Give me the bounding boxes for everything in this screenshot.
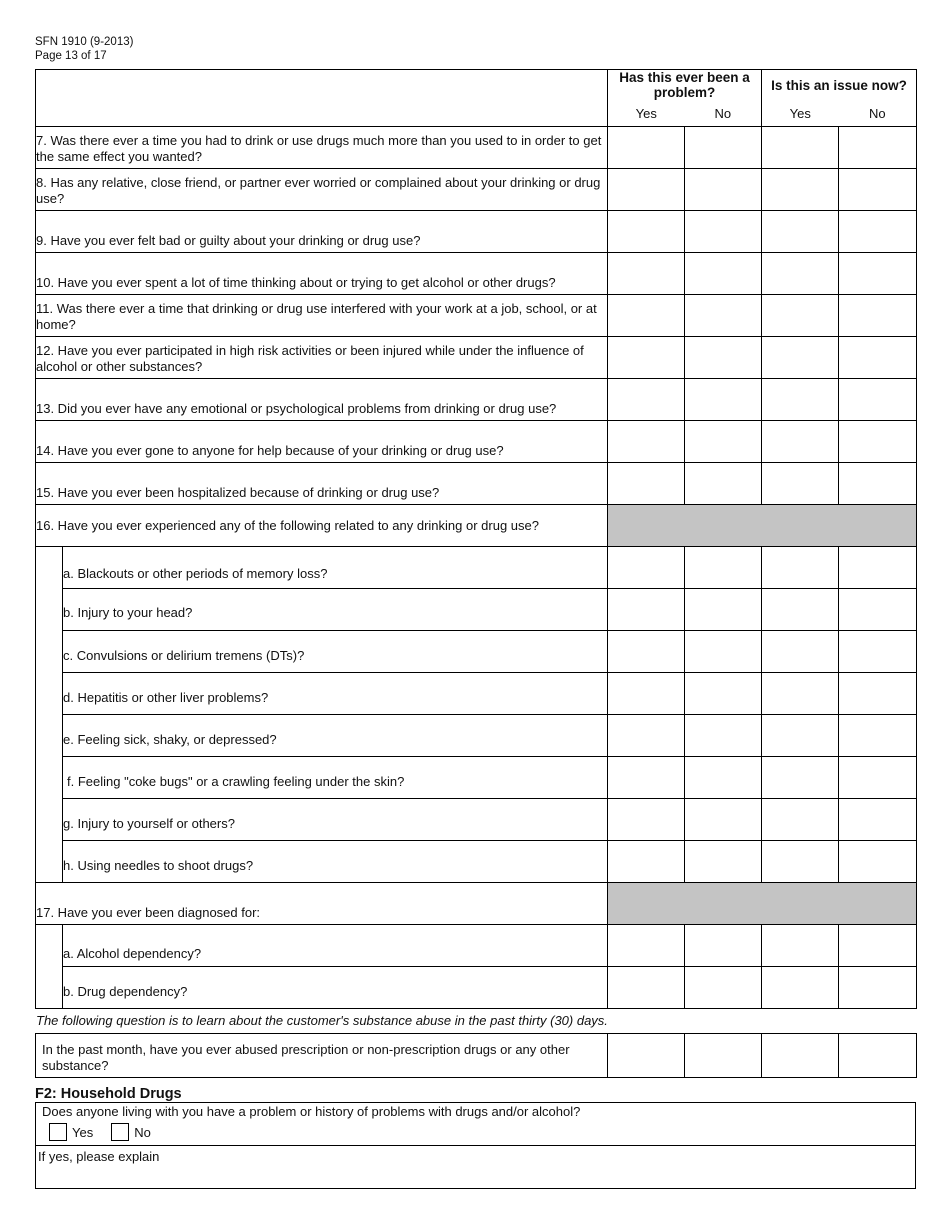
answer-cell-ever-no[interactable] bbox=[685, 841, 762, 883]
answer-cell-now-yes[interactable] bbox=[762, 631, 839, 673]
form-number: SFN 1910 (9-2013) bbox=[35, 36, 134, 48]
page-number: Page 13 of 17 bbox=[35, 50, 107, 62]
divider bbox=[36, 1145, 915, 1146]
question-text: 14. Have you ever gone to anyone for help because of your drinking or drug use? bbox=[36, 421, 608, 463]
answer-cell-ever-no[interactable] bbox=[685, 631, 762, 673]
answer-cell-ever-no[interactable] bbox=[685, 1034, 762, 1078]
question-row-16 bbox=[36, 505, 917, 547]
answer-cell-now-no[interactable] bbox=[839, 673, 917, 715]
answer-cell-ever-yes[interactable] bbox=[608, 967, 685, 1009]
answer-cell-ever-no[interactable] bbox=[685, 799, 762, 841]
indent-cell bbox=[36, 547, 63, 589]
answer-cell-ever-yes[interactable] bbox=[608, 211, 685, 253]
subquestion-row bbox=[36, 673, 917, 715]
no-label: No bbox=[134, 1124, 151, 1140]
subquestion-row bbox=[36, 589, 917, 631]
answer-cell-ever-yes[interactable] bbox=[608, 379, 685, 421]
answer-cell-now-yes[interactable] bbox=[762, 757, 839, 799]
shaded-cell bbox=[608, 505, 917, 547]
indent-cell bbox=[36, 757, 63, 799]
answer-cell-now-no[interactable] bbox=[839, 925, 917, 967]
subquestion-row bbox=[36, 547, 917, 589]
questionnaire-table bbox=[35, 69, 917, 1009]
question-row bbox=[36, 421, 917, 463]
answer-cell-now-yes[interactable] bbox=[762, 715, 839, 757]
question-text: In the past month, have you ever abused prescription or non-prescription drugs or any other substance? bbox=[36, 1034, 608, 1078]
subquestion-text: e. Feeling sick, shaky, or depressed? bbox=[63, 715, 608, 757]
answer-cell-now-no[interactable] bbox=[839, 589, 917, 631]
subquestion-text: b. Injury to your head? bbox=[63, 589, 608, 631]
answer-cell-ever-yes[interactable] bbox=[608, 799, 685, 841]
answer-cell-now-yes[interactable] bbox=[762, 967, 839, 1009]
answer-cell-now-yes[interactable] bbox=[762, 379, 839, 421]
question-row bbox=[36, 127, 917, 169]
answer-cell-ever-no[interactable] bbox=[685, 379, 762, 421]
answer-cell-ever-yes[interactable] bbox=[608, 127, 685, 169]
answer-cell-ever-no[interactable] bbox=[685, 967, 762, 1009]
answer-cell-now-yes[interactable] bbox=[762, 337, 839, 379]
question-row bbox=[36, 253, 917, 295]
answer-cell-ever-no[interactable] bbox=[685, 295, 762, 337]
subquestion-row bbox=[36, 715, 917, 757]
household-drugs-box bbox=[35, 1102, 916, 1189]
answer-cell-now-no[interactable] bbox=[839, 379, 917, 421]
indent-cell bbox=[36, 631, 63, 673]
question-text: 17. Have you ever been diagnosed for: bbox=[36, 883, 608, 925]
answer-cell-ever-no[interactable] bbox=[685, 589, 762, 631]
section-title-f2: F2: Household Drugs bbox=[35, 1086, 182, 1102]
answer-cell-ever-yes[interactable] bbox=[608, 757, 685, 799]
question-text: 8. Has any relative, close friend, or partner ever worried or complained about your drinking or drug use? bbox=[36, 169, 608, 211]
form-header bbox=[35, 35, 133, 63]
answer-cell-now-yes[interactable] bbox=[762, 589, 839, 631]
subquestion-row bbox=[36, 757, 917, 799]
indent-cell bbox=[36, 967, 63, 1009]
answer-cell-now-yes[interactable] bbox=[762, 421, 839, 463]
household-options bbox=[49, 1123, 169, 1141]
answer-cell-now-yes[interactable] bbox=[762, 253, 839, 295]
answer-cell-now-yes[interactable] bbox=[762, 673, 839, 715]
subquestion-text: h. Using needles to shoot drugs? bbox=[63, 841, 608, 883]
household-question: Does anyone living with you have a problem or history of problems with drugs and/or alcohol? bbox=[42, 1104, 581, 1119]
indent-cell bbox=[36, 673, 63, 715]
indent-cell bbox=[36, 799, 63, 841]
answer-cell-now-no[interactable] bbox=[839, 841, 917, 883]
answer-cell-now-no[interactable] bbox=[839, 757, 917, 799]
indent-cell bbox=[36, 589, 63, 631]
answer-cell-now-no[interactable] bbox=[839, 547, 917, 589]
answer-cell-ever-no[interactable] bbox=[685, 673, 762, 715]
answer-cell-ever-no[interactable] bbox=[685, 211, 762, 253]
answer-cell-now-yes[interactable] bbox=[762, 841, 839, 883]
past-month-note: The following question is to learn about the customer's substance abuse in the past thirty (30) days. bbox=[36, 1013, 608, 1028]
question-text: 13. Did you ever have any emotional or psychological problems from drinking or drug use? bbox=[36, 379, 608, 421]
answer-cell-ever-yes[interactable] bbox=[608, 295, 685, 337]
answer-cell-now-no[interactable] bbox=[839, 169, 917, 211]
header-no-now: No bbox=[839, 100, 917, 127]
yes-checkbox[interactable] bbox=[49, 1123, 67, 1141]
question-text: 11. Was there ever a time that drinking or drug use interfered with your work at a job, school, or at home? bbox=[36, 295, 608, 337]
question-text: 16. Have you ever experienced any of the following related to any drinking or drug use? bbox=[36, 505, 608, 547]
answer-cell-ever-yes[interactable] bbox=[608, 925, 685, 967]
question-text: 15. Have you ever been hospitalized because of drinking or drug use? bbox=[36, 463, 608, 505]
yes-label: Yes bbox=[72, 1124, 94, 1140]
answer-cell-now-yes[interactable] bbox=[762, 799, 839, 841]
answer-cell-ever-no[interactable] bbox=[685, 715, 762, 757]
question-text: 9. Have you ever felt bad or guilty about your drinking or drug use? bbox=[36, 211, 608, 253]
subquestion-text: b. Drug dependency? bbox=[63, 967, 608, 1009]
answer-cell-ever-no[interactable] bbox=[685, 463, 762, 505]
answer-cell-now-yes[interactable] bbox=[762, 295, 839, 337]
answer-cell-ever-yes[interactable] bbox=[608, 337, 685, 379]
indent-cell bbox=[36, 925, 63, 967]
question-text: 7. Was there ever a time you had to drink or use drugs much more than you used to in order to get the same effect you wanted? bbox=[36, 127, 608, 169]
header-yes-now: Yes bbox=[762, 100, 839, 127]
answer-cell-ever-no[interactable] bbox=[685, 253, 762, 295]
shaded-cell bbox=[608, 883, 917, 925]
answer-cell-now-yes[interactable] bbox=[762, 1034, 839, 1078]
answer-cell-now-no[interactable] bbox=[839, 127, 917, 169]
subquestion-row bbox=[36, 841, 917, 883]
answer-cell-now-no[interactable] bbox=[839, 799, 917, 841]
answer-cell-ever-no[interactable] bbox=[685, 337, 762, 379]
header-ever-problem: Has this ever been a problem? bbox=[608, 70, 762, 101]
header-issue-now: Is this an issue now? bbox=[762, 70, 917, 101]
subquestion-text: f. Feeling "coke bugs" or a crawling feeling under the skin? bbox=[63, 757, 608, 799]
past-month-table bbox=[35, 1033, 917, 1078]
answer-cell-now-yes[interactable] bbox=[762, 463, 839, 505]
answer-cell-now-no[interactable] bbox=[839, 421, 917, 463]
subquestion-row bbox=[36, 631, 917, 673]
no-checkbox[interactable] bbox=[111, 1123, 129, 1141]
answer-cell-ever-yes[interactable] bbox=[608, 463, 685, 505]
answer-cell-now-no[interactable] bbox=[839, 211, 917, 253]
subquestion-row bbox=[36, 925, 917, 967]
answer-cell-now-yes[interactable] bbox=[762, 925, 839, 967]
answer-cell-ever-no[interactable] bbox=[685, 757, 762, 799]
answer-cell-now-no[interactable] bbox=[839, 295, 917, 337]
question-row bbox=[36, 1034, 917, 1078]
answer-cell-ever-no[interactable] bbox=[685, 547, 762, 589]
subquestion-row bbox=[36, 967, 917, 1009]
subquestion-text: c. Convulsions or delirium tremens (DTs)? bbox=[63, 631, 608, 673]
answer-cell-ever-no[interactable] bbox=[685, 925, 762, 967]
question-row bbox=[36, 295, 917, 337]
answer-cell-ever-yes[interactable] bbox=[608, 589, 685, 631]
question-text: 12. Have you ever participated in high risk activities or been injured while under the influence of alcohol or other substances? bbox=[36, 337, 608, 379]
answer-cell-ever-yes[interactable] bbox=[608, 421, 685, 463]
answer-cell-now-no[interactable] bbox=[839, 1034, 917, 1078]
answer-cell-ever-yes[interactable] bbox=[608, 715, 685, 757]
answer-cell-ever-no[interactable] bbox=[685, 421, 762, 463]
answer-cell-now-yes[interactable] bbox=[762, 211, 839, 253]
indent-cell bbox=[36, 841, 63, 883]
answer-cell-ever-yes[interactable] bbox=[608, 253, 685, 295]
option-yes bbox=[49, 1123, 93, 1141]
question-row bbox=[36, 211, 917, 253]
answer-cell-ever-yes[interactable] bbox=[608, 631, 685, 673]
answer-cell-now-yes[interactable] bbox=[762, 169, 839, 211]
answer-cell-now-no[interactable] bbox=[839, 967, 917, 1009]
answer-cell-now-no[interactable] bbox=[839, 715, 917, 757]
subquestion-row bbox=[36, 799, 917, 841]
question-row bbox=[36, 379, 917, 421]
answer-cell-ever-yes[interactable] bbox=[608, 547, 685, 589]
answer-cell-ever-yes[interactable] bbox=[608, 673, 685, 715]
answer-cell-now-no[interactable] bbox=[839, 631, 917, 673]
answer-cell-ever-no[interactable] bbox=[685, 127, 762, 169]
question-row bbox=[36, 337, 917, 379]
answer-cell-now-no[interactable] bbox=[839, 253, 917, 295]
answer-cell-ever-yes[interactable] bbox=[608, 1034, 685, 1078]
header-yes-ever: Yes bbox=[608, 100, 685, 127]
header-no-ever: No bbox=[685, 100, 762, 127]
answer-cell-now-yes[interactable] bbox=[762, 547, 839, 589]
answer-cell-ever-no[interactable] bbox=[685, 169, 762, 211]
answer-cell-ever-yes[interactable] bbox=[608, 169, 685, 211]
question-row bbox=[36, 169, 917, 211]
answer-cell-now-no[interactable] bbox=[839, 337, 917, 379]
subquestion-text: a. Blackouts or other periods of memory loss? bbox=[63, 547, 608, 589]
answer-cell-now-no[interactable] bbox=[839, 463, 917, 505]
indent-cell bbox=[36, 715, 63, 757]
question-row bbox=[36, 463, 917, 505]
header-blank bbox=[36, 70, 608, 127]
question-row-17 bbox=[36, 883, 917, 925]
subquestion-text: a. Alcohol dependency? bbox=[63, 925, 608, 967]
subquestion-text: g. Injury to yourself or others? bbox=[63, 799, 608, 841]
option-no bbox=[111, 1123, 151, 1141]
subquestion-text: d. Hepatitis or other liver problems? bbox=[63, 673, 608, 715]
answer-cell-now-yes[interactable] bbox=[762, 127, 839, 169]
answer-cell-ever-yes[interactable] bbox=[608, 841, 685, 883]
explain-field[interactable]: If yes, please explain bbox=[38, 1149, 160, 1164]
question-text: 10. Have you ever spent a lot of time thinking about or trying to get alcohol or other drugs? bbox=[36, 253, 608, 295]
